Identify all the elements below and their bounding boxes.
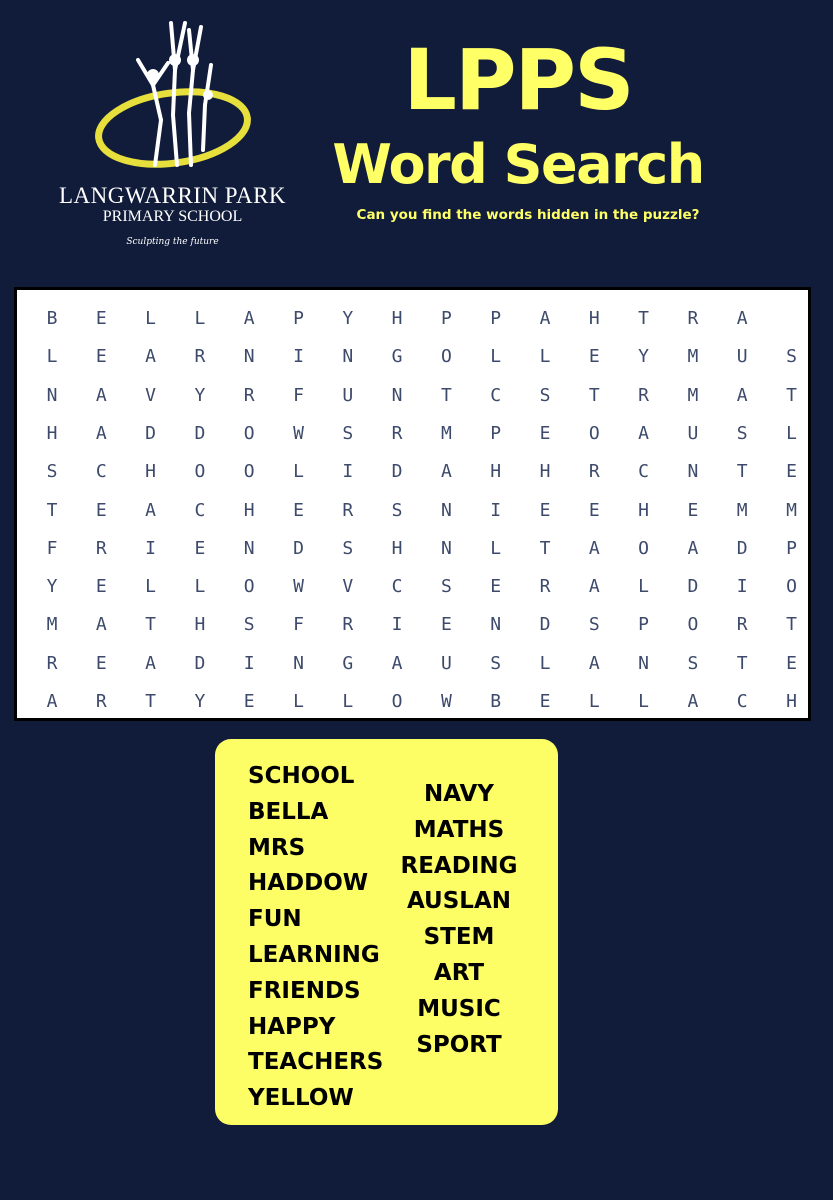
grid-letter[interactable]: E [490, 576, 502, 598]
grid-letter[interactable]: T [736, 461, 748, 483]
grid-letter[interactable]: H [638, 499, 650, 521]
grid-letter[interactable]: D [293, 537, 304, 559]
grid-letter[interactable]: H [490, 461, 502, 483]
grid-letter[interactable]: P [490, 308, 502, 329]
word-list-item: AUSLAN [406, 888, 512, 915]
grid-row [17, 610, 808, 640]
grid-letter[interactable]: D [736, 537, 748, 559]
grid-letter[interactable]: E [440, 614, 452, 636]
grid-letter[interactable]: W [293, 422, 304, 444]
grid-letter[interactable]: O [786, 576, 797, 598]
grid-letter[interactable]: E [687, 499, 699, 521]
grid-letter[interactable]: E [539, 499, 551, 521]
grid-letter[interactable]: I [243, 652, 255, 674]
word-list-item: READING [400, 852, 518, 879]
grid-letter[interactable]: N [490, 614, 502, 636]
grid-letter[interactable]: E [588, 346, 600, 368]
grid-letter[interactable]: T [440, 384, 452, 406]
grid-letter[interactable]: S [391, 499, 403, 521]
grid-letter[interactable]: R [539, 576, 551, 598]
grid-letter[interactable]: S [440, 576, 452, 598]
grid-letter[interactable]: F [293, 614, 304, 636]
grid-letter[interactable]: T [638, 308, 650, 329]
grid-letter[interactable]: C [391, 576, 403, 598]
grid-letter[interactable]: D [145, 422, 157, 444]
grid-letter[interactable]: T [588, 384, 600, 406]
grid-letter[interactable]: L [46, 346, 58, 368]
grid-letter[interactable]: T [786, 614, 797, 636]
grid-row [17, 381, 808, 411]
grid-letter[interactable]: R [95, 691, 107, 712]
grid-letter[interactable]: P [490, 422, 502, 444]
grid-letter[interactable]: F [46, 537, 58, 559]
grid-letter[interactable]: D [687, 576, 699, 598]
grid-letter[interactable]: H [145, 461, 157, 483]
word-search-grid [14, 287, 811, 721]
grid-letter[interactable]: R [391, 422, 403, 444]
grid-letter[interactable]: S [588, 614, 600, 636]
grid-letter[interactable]: M [786, 499, 797, 521]
grid-letter[interactable]: A [391, 652, 403, 674]
grid-letter[interactable]: N [440, 537, 452, 559]
grid-letter[interactable]: Y [194, 384, 206, 406]
grid-letter[interactable]: A [145, 652, 157, 674]
grid-letter[interactable]: A [687, 691, 699, 712]
grid-letter[interactable]: R [588, 461, 600, 483]
grid-letter[interactable]: O [638, 537, 650, 559]
grid-letter[interactable]: P [638, 614, 650, 636]
school-motto: Sculpting the future [126, 237, 219, 247]
grid-letter[interactable]: E [194, 537, 206, 559]
grid-letter[interactable]: E [243, 691, 255, 712]
grid-letter[interactable]: T [539, 537, 551, 559]
grid-letter[interactable]: H [391, 308, 403, 329]
grid-letter[interactable]: A [736, 308, 748, 329]
grid-letter[interactable]: A [588, 652, 600, 674]
word-list-item: MRS [248, 834, 306, 861]
word-list-item: FRIENDS [248, 977, 361, 1004]
grid-letter[interactable]: O [391, 691, 403, 712]
grid-letter[interactable]: D [194, 652, 206, 674]
grid-letter[interactable]: N [391, 384, 403, 406]
grid-letter[interactable]: N [638, 652, 650, 674]
grid-letter[interactable]: R [638, 384, 650, 406]
grid-letter[interactable]: I [342, 461, 354, 483]
grid-row [17, 534, 808, 564]
grid-letter[interactable]: S [342, 537, 354, 559]
grid-letter[interactable]: P [293, 308, 304, 329]
grid-letter[interactable]: W [440, 691, 452, 712]
grid-letter[interactable]: O [687, 614, 699, 636]
grid-letter[interactable]: M [46, 614, 58, 636]
grid-row [17, 496, 808, 526]
grid-letter[interactable]: I [736, 576, 748, 598]
grid-letter[interactable]: C [736, 691, 748, 712]
grid-letter[interactable]: L [490, 346, 502, 368]
page-title: LPPS [403, 31, 633, 129]
grid-letter[interactable]: P [786, 537, 797, 559]
grid-letter[interactable]: E [588, 499, 600, 521]
grid-letter[interactable]: L [588, 691, 600, 712]
school-emblem-icon [93, 15, 253, 180]
grid-letter[interactable]: H [194, 614, 206, 636]
grid-letter[interactable]: N [342, 346, 354, 368]
grid-letter[interactable]: O [243, 576, 255, 598]
grid-letter[interactable]: N [440, 499, 452, 521]
grid-letter[interactable]: L [539, 652, 551, 674]
grid-row [17, 457, 808, 487]
grid-letter[interactable]: H [588, 308, 600, 329]
grid-letter[interactable]: N [243, 537, 255, 559]
grid-letter[interactable]: E [786, 461, 797, 483]
school-type: PRIMARY SCHOOL [102, 208, 243, 225]
grid-letter[interactable]: H [391, 537, 403, 559]
school-logo [55, 15, 290, 260]
grid-letter[interactable]: I [145, 537, 157, 559]
grid-letter[interactable]: A [95, 384, 107, 406]
grid-letter[interactable]: S [736, 422, 748, 444]
grid-letter[interactable]: O [243, 422, 255, 444]
grid-letter[interactable]: T [786, 384, 797, 406]
word-list-item: HADDOW [248, 870, 369, 897]
grid-letter[interactable]: E [293, 499, 304, 521]
grid-letter[interactable]: D [391, 461, 403, 483]
word-list-item: MATHS [413, 816, 505, 843]
grid-letter[interactable]: O [243, 461, 255, 483]
grid-letter[interactable]: U [342, 384, 354, 406]
grid-letter[interactable]: A [539, 308, 551, 329]
grid-letter[interactable]: O [588, 422, 600, 444]
grid-row [17, 649, 808, 679]
grid-letter[interactable]: L [786, 422, 797, 444]
grid-row [17, 342, 808, 372]
grid-letter[interactable]: R [243, 384, 255, 406]
grid-letter[interactable]: E [95, 346, 107, 368]
word-list-item: YELLOW [248, 1085, 354, 1112]
grid-letter[interactable]: E [95, 576, 107, 598]
grid-letter[interactable]: L [194, 308, 206, 329]
grid-letter[interactable]: S [786, 346, 797, 368]
grid-letter[interactable]: M [687, 346, 699, 368]
word-list-item: LEARNING [248, 941, 380, 968]
word-list-item: TEACHERS [248, 1049, 384, 1076]
grid-letter[interactable]: D [194, 422, 206, 444]
grid-letter[interactable]: S [342, 422, 354, 444]
grid-letter[interactable]: T [145, 614, 157, 636]
grid-letter[interactable]: C [638, 461, 650, 483]
grid-letter[interactable]: U [687, 422, 699, 444]
word-list-item: FUN [248, 906, 302, 933]
grid-letter[interactable]: R [342, 499, 354, 521]
grid-letter[interactable]: H [539, 461, 551, 483]
grid-letter[interactable]: G [391, 346, 403, 368]
grid-letter[interactable]: C [490, 384, 502, 406]
grid-row [17, 572, 808, 602]
grid-letter[interactable]: F [293, 384, 304, 406]
grid-letter[interactable]: U [736, 346, 748, 368]
grid-letter[interactable]: R [194, 346, 206, 368]
grid-letter[interactable]: A [243, 308, 255, 329]
word-list-item: SCHOOL [248, 763, 355, 789]
grid-letter[interactable]: A [588, 576, 600, 598]
grid-letter[interactable]: N [687, 461, 699, 483]
grid-letter[interactable]: G [342, 652, 354, 674]
word-list-item: BELLA [248, 798, 329, 825]
grid-letter[interactable]: Y [46, 576, 58, 598]
grid-letter[interactable]: Y [194, 691, 206, 712]
instructions: Can you find the words hidden in the puzzle? [356, 207, 700, 223]
word-list-column-1 [248, 759, 383, 1117]
grid-letter[interactable]: R [687, 308, 699, 329]
grid-row [17, 419, 808, 449]
grid-letter[interactable]: A [588, 537, 600, 559]
grid-letter[interactable]: A [736, 384, 748, 406]
grid-letter[interactable]: E [786, 652, 797, 674]
grid-letter[interactable]: D [539, 614, 551, 636]
grid-letter[interactable]: A [440, 461, 452, 483]
grid-letter[interactable]: M [440, 422, 452, 444]
grid-letter[interactable]: R [95, 537, 107, 559]
grid-letter[interactable]: S [539, 384, 551, 406]
word-list-column-2 [400, 777, 518, 1063]
grid-letter[interactable]: L [293, 691, 304, 712]
grid-letter[interactable]: L [342, 691, 354, 712]
grid-letter[interactable]: L [145, 576, 157, 598]
grid-letter[interactable]: S [46, 461, 58, 483]
grid-letter[interactable]: M [687, 384, 699, 406]
grid-letter[interactable]: I [293, 346, 304, 368]
word-list-item: SPORT [416, 1031, 502, 1058]
grid-letter[interactable]: H [786, 691, 797, 712]
grid-letter[interactable]: C [95, 461, 107, 483]
grid-letter[interactable]: L [293, 461, 304, 483]
grid-letter[interactable]: L [539, 346, 551, 368]
word-list-item: MUSIC [417, 995, 501, 1022]
grid-letter[interactable]: T [736, 652, 748, 674]
grid-letter[interactable]: A [46, 691, 58, 712]
grid-letter[interactable]: A [145, 499, 157, 521]
grid-letter[interactable]: T [145, 691, 157, 712]
page-subtitle: Word Search [332, 133, 704, 196]
grid-letter[interactable]: C [194, 499, 206, 521]
grid-letter[interactable]: W [293, 576, 304, 598]
grid-letter[interactable]: V [145, 384, 157, 406]
grid-letter[interactable]: V [342, 576, 354, 598]
grid-letter[interactable]: P [440, 308, 452, 329]
grid-letter[interactable]: L [145, 308, 157, 329]
grid-letter[interactable]: U [440, 652, 452, 674]
grid-letter[interactable]: R [46, 652, 58, 674]
school-name: LANGWARRIN PARK [58, 183, 287, 208]
grid-letter[interactable]: N [46, 384, 58, 406]
grid-letter[interactable]: E [539, 422, 551, 444]
grid-letter[interactable]: Y [638, 346, 650, 368]
grid-letter[interactable]: H [46, 422, 58, 444]
grid-letter[interactable]: S [687, 652, 699, 674]
grid-letter[interactable]: O [440, 346, 452, 368]
grid-row [17, 304, 808, 334]
grid-letter[interactable]: I [490, 499, 502, 521]
grid-letter[interactable]: A [95, 614, 107, 636]
grid-letter[interactable]: A [687, 537, 699, 559]
grid-letter[interactable]: A [638, 422, 650, 444]
word-list-item: ART [433, 959, 485, 986]
word-list-item: STEM [423, 924, 495, 951]
grid-letter[interactable]: R [342, 614, 354, 636]
word-list-panel [215, 739, 558, 1125]
grid-letter[interactable]: H [243, 499, 255, 521]
grid-letter[interactable]: S [490, 652, 502, 674]
grid-letter[interactable]: T [46, 499, 58, 521]
grid-letter[interactable]: L [490, 537, 502, 559]
word-list-item: HAPPY [248, 1013, 336, 1040]
grid-letter[interactable]: L [638, 576, 650, 598]
grid-letter[interactable]: E [95, 499, 107, 521]
word-list-item: NAVY [424, 781, 494, 807]
grid-letter[interactable]: Y [342, 308, 354, 329]
grid-letter[interactable]: B [490, 691, 502, 712]
grid-letter[interactable]: E [539, 691, 551, 712]
grid-letter[interactable]: A [95, 422, 107, 444]
grid-letter[interactable]: N [243, 346, 255, 368]
grid-letter[interactable]: R [736, 614, 748, 636]
grid-letter[interactable]: I [391, 614, 403, 636]
grid-letter[interactable]: E [95, 308, 107, 329]
grid-letter[interactable]: S [243, 614, 255, 636]
grid-letter[interactable]: L [194, 576, 206, 598]
grid-letter[interactable]: O [194, 461, 206, 483]
grid-row [17, 687, 808, 717]
grid-letter[interactable]: B [46, 308, 58, 329]
grid-letter[interactable]: L [638, 691, 650, 712]
grid-letter[interactable]: M [736, 499, 748, 521]
grid-letter[interactable]: N [293, 652, 304, 674]
grid-letter[interactable]: A [145, 346, 157, 368]
grid-letter[interactable]: E [95, 652, 107, 674]
